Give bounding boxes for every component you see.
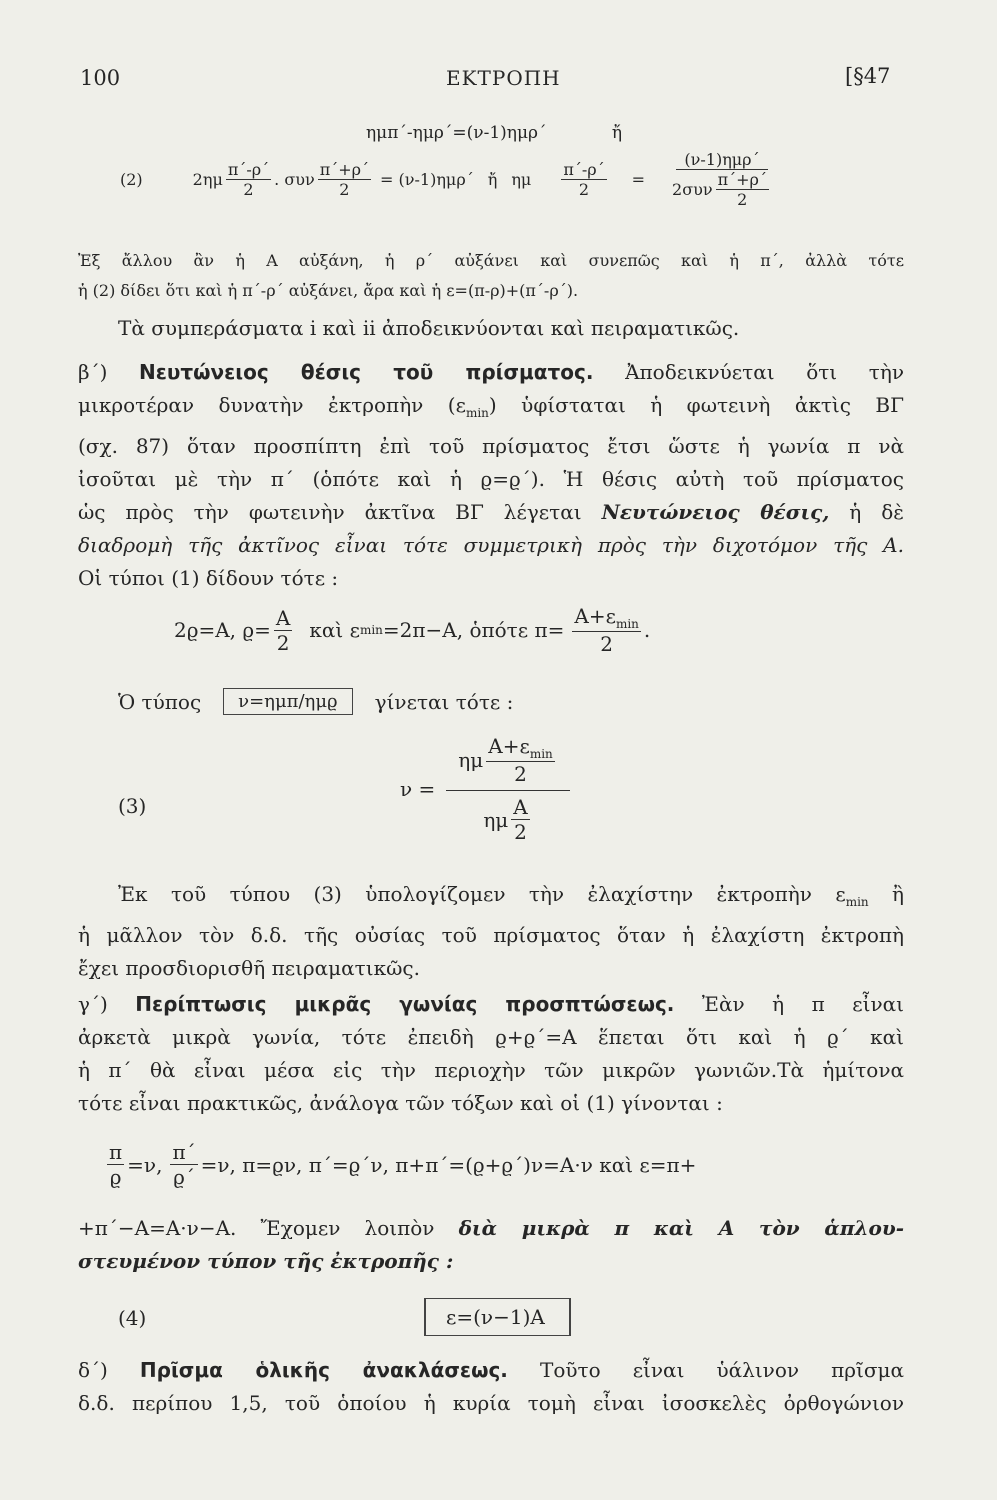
text-line [78,356,904,389]
text-line: ἡ π΄ θὰ εἶναι μέσα εἰς τὴν περιοχὴν τῶν μικρῶν γωνιῶν.Τὰ ἡμίτονα [78,1058,904,1082]
page-number: 100 [80,66,121,90]
text-line: (σχ. 87) ὅταν προσπίπτη ἐπὶ τοῦ πρίσματος ἔτσι ὥστε ἡ γωνία π νὰ [78,434,904,458]
fraction-denominator: 2 [737,190,748,209]
formula-line [118,688,513,715]
formula-mid: . συν [274,170,315,189]
small-paragraph [78,246,904,306]
text-line: Οἱ τύποι (1) δίδουν τότε : [78,566,339,590]
text-line: ἔχει προσδιορισθῆ πειραματικῶς. [78,956,420,980]
formula-continuation [78,1212,904,1278]
text-line [78,878,904,919]
text-run: +π΄−Α=Α·ν−Α. Ἔχομεν λοιπὸν [78,1216,435,1240]
formula-prefix: 2ημ [192,170,223,189]
formula-dot: . [643,618,651,642]
text-run: ἢ [868,882,905,906]
formula-text: =2π−Α, ὁπότε π= [382,618,565,642]
text-line [78,1212,904,1245]
fraction-numerator: π΄+ρ΄ [319,160,370,179]
big-fraction [446,734,570,844]
formula-text: =ν, π=ϱν, π΄=ϱ΄ν, π+π΄=(ϱ+ϱ΄)ν=Α·ν καὶ ε=π+ [200,1152,697,1177]
fraction-numerator [486,734,555,762]
equation-label-4: (4) [118,1306,147,1330]
fraction [561,160,606,199]
formula-eq: = [631,170,646,189]
fraction-denominator: ϱ΄ [173,1165,195,1189]
fraction-numerator: π΄-ρ΄ [227,160,270,179]
section-small-angle [78,988,904,1120]
inner-fraction [716,170,769,209]
text-run: Ἐὰν ἡ π εἶναι [701,992,904,1016]
fraction-numerator: (ν-1)ημρ΄ [676,150,767,170]
fraction-denominator: 2 [339,180,350,199]
text-line [78,1354,904,1387]
text-run: Τοῦτο εἶναι ὑάλινον πρῖσμα [539,1358,904,1382]
text-line: τότε εἶναι πρακτικῶς, ἀνάλογα τῶν τόξων καὶ οἱ (1) γίνονται : [78,1091,723,1115]
text-line: διαδρομὴ τῆς ἀκτῖνος εἶναι τότε συμμετρικὴ πρὸς τὴν διχοτόμον τῆς Α. [78,533,904,557]
fraction [274,606,292,655]
running-title: ΕΚΤΡΟΠΗ [446,66,561,90]
formula-text: 2ϱ=Α, ϱ= [174,618,271,642]
formula-2 [120,150,777,209]
fraction-denominator [481,791,534,844]
section-label: β΄) [78,360,108,384]
formula-rho [174,604,650,656]
fraction [226,160,271,199]
subscript: min [359,623,383,637]
emphasized-term: Νευτώνειος θέσις, [601,500,830,524]
text-run: γίνεται τότε : [374,689,514,714]
formula-or: ἤ [611,123,623,143]
fraction-denominator: 2 [578,180,590,199]
fraction-numerator [572,604,641,632]
fraction-numerator: Α [513,795,528,819]
formula-text: =ν, [127,1152,163,1177]
formula-lhs: ν = [400,777,436,801]
numerator-text: Α+ε [488,734,530,758]
text-run: Ὁ τύπος [118,689,202,714]
fraction-numerator: π΄-ρ΄ [563,160,605,179]
formula-3 [400,734,573,844]
text-line: ἀρκετὰ μικρὰ γωνία, τότε ἐπειδὴ ϱ+ϱ΄=Α ἕπεται ὅτι καὶ ἡ ϱ΄ καὶ [78,1025,904,1049]
equation-label-3: (3) [118,794,147,818]
section-label: γ΄) [78,992,108,1016]
text-run: Ἐκ τοῦ τύπου (3) ὑπολογίζομεν τὴν ἐλαχίστην ἐκτροπὴν ε [118,882,846,906]
section-newton [78,356,904,595]
section-heading: Νευτώνειος θέσις τοῦ πρίσματος. [139,360,594,384]
section-heading: Περίπτωσις μικρᾶς γωνίας προσπτώσεως. [135,992,675,1016]
boxed-formula: ν=ημπ/ημϱ [223,688,352,715]
fraction-denominator: ϱ [109,1165,122,1189]
formula-rhs: = (ν-1)ημρ΄ [380,170,474,189]
subscript: min [529,747,553,761]
text-line: ἡ μᾶλλον τὸν δ.δ. τῆς οὐσίας τοῦ πρίσματος ὅταν ἡ ἐλαχίστη ἐκτροπὴ [78,923,904,947]
fraction-numerator: π΄+ρ΄ [717,170,767,189]
fraction-denominator: 2 [514,820,527,844]
fraction-denominator: 2 [514,762,527,786]
inner-fraction [486,734,555,786]
text-line: ἰσοῦται μὲ τὴν π΄ (ὁπότε καὶ ἡ ϱ=ϱ΄). Ἡ θέσις αὐτὴ τοῦ πρίσματος [78,467,904,491]
fraction-denominator [670,170,774,209]
section-total-reflection [78,1354,904,1420]
fraction [107,1140,124,1189]
formula-text: ημπ΄-ημρ΄=(ν-1)ημρ΄ [366,123,547,143]
formula-eta: ημ [458,748,484,772]
formula-line-1 [366,118,622,148]
fraction [170,1140,197,1189]
text-line: στευμένον τύπον τῆς ἐκτροπῆς : [78,1249,454,1273]
subscript: min [465,406,489,420]
fraction-numerator: π [109,1140,123,1164]
fraction-denominator: 2 [243,180,254,199]
boxed-formula: ε=(ν−1)Α [424,1298,571,1336]
text-line [78,988,904,1021]
text-run: Ἀποδεικνύεται ὅτι τὴν [625,360,904,384]
text-run: ἡ δὲ [849,500,905,524]
fraction [572,604,641,656]
text-line: ἡ (2) δίδει ὅτι καὶ ἡ π΄-ρ΄ αὐξάνει, ἄρα καὶ ἡ ε=(π-ρ)+(π΄-ρ΄). [78,281,579,300]
emphasized-text: διὰ μικρὰ π καὶ Α τὸν ἁπλου- [458,1216,904,1240]
paragraph-conclusions [78,312,904,345]
big-fraction [670,150,774,209]
fraction-denominator: 2 [600,632,613,656]
fraction-numerator [446,734,570,791]
text-line: δ.δ. περίπου 1,5, τοῦ ὁποίου ἡ κυρία τομὴ εἶναι ἰσοσκελὲς ὀρθογώνιον [78,1391,904,1415]
text-line [78,389,904,430]
numerator-text: Α+ε [574,604,616,628]
text-run: μικροτέραν δυνατὴν ἐκτροπὴν (ε [78,393,466,417]
formula-eta: ημ [511,170,532,189]
equation-label: (2) [120,170,143,189]
formula-eta: ημ [483,807,509,832]
text-line: Τὰ συμπεράσματα i καὶ ii ἀποδεικνύονται καὶ πειραματικῶς. [118,316,740,340]
fraction-numerator: Α [275,605,291,630]
text-line: Ἐξ ἄλλου ἂν ἡ Α αὐξάνη, ἡ ρ΄ αὐξάνει καὶ συνεπῶς καὶ ἡ π΄, ἀλλὰ τότε [78,251,904,270]
den-prefix: 2συν [672,180,713,199]
subscript: min [845,895,869,909]
text-run: ) ὑφίσταται ἡ φωτεινὴ ἀκτὶς ΒΓ [488,393,904,417]
section-heading: Πρῖσμα ὁλικῆς ἀνακλάσεως. [139,1358,508,1382]
fraction-denominator: 2 [276,630,290,655]
section-marker: [§47 [845,64,891,88]
section-label: δ΄) [78,1358,108,1382]
paragraph-min-deviation [78,878,904,985]
fraction-numerator: π΄ [172,1140,196,1164]
fraction [318,160,371,199]
formula-text: καὶ ε [309,618,360,642]
formula-or: ἤ [487,170,498,189]
text-run: ὡς πρὸς τὴν φωτεινὴν ἀκτῖνα ΒΓ λέγεται [78,500,582,524]
text-line [78,496,904,529]
formula-small-angle [104,1140,904,1189]
inner-fraction [511,795,529,844]
subscript: min [615,617,639,631]
